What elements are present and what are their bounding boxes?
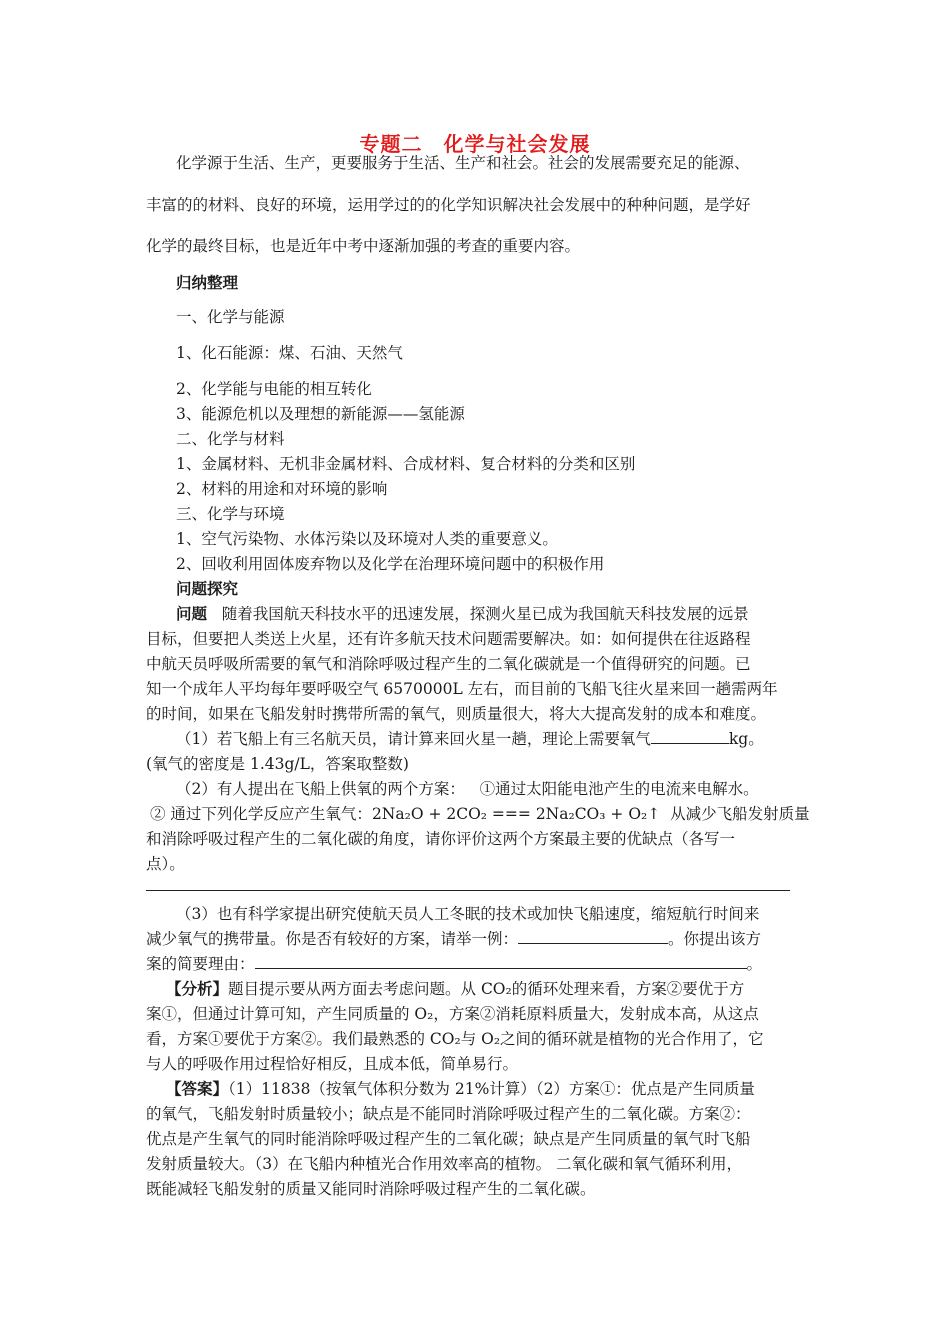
answer-line-text: 的氧气，飞船发射时质量较小；缺点是不能同时消除呼吸过程产生的二氧化碳。方案②： [146,1105,751,1123]
unit-label: kg。 [728,730,764,748]
question-2-text: （2）有人提出在飞船上供氧的两个方案： [176,780,465,798]
section-heading-explore: 问题探究 [176,580,239,598]
problem-line: 中航天员呼吸所需要的氧气和消除呼吸过程产生的二氧化碳就是一个值得研究的问题。已 [146,655,751,673]
answer-blank[interactable] [255,954,747,969]
question-3-line [146,953,806,975]
answer-blank[interactable] [651,729,729,744]
answer-line-text: 既能减轻飞船发射的质量又能同时消除呼吸过程产生的二氧化碳。 [146,1180,596,1198]
question-3-text: 。 [746,955,763,973]
intro-line: 丰富的的材料、良好的环境，运用学过的的化学知识解决社会发展中的种种问题，是学好 [146,196,751,214]
analysis-line: 与人的呼吸作用过程恰好相反，且成本低，简单易行。 [146,1055,519,1073]
question-2-text: 从减少飞船发射质量 [670,805,810,823]
question-3-text: 减少氧气的携带量。你是否有较好的方案，请举一例： [146,930,519,948]
list-item: 1、化石能源：煤、石油、天然气 [176,344,403,362]
problem-label: 问题 [176,605,208,623]
intro-line: 化学源于生活、生产，更要服务于生活、生产和社会。社会的发展需要充足的能源、 [176,154,750,172]
question-2 [176,778,836,800]
question-3-text: 。你提出该方 [668,930,762,948]
list-item: 1、金属材料、无机非金属材料、合成材料、复合材料的分类和区别 [176,455,636,473]
analysis-text: 题目提示要从两方面去考虑问题。从 CO₂的循环处理来看，方案②要优于方 [228,980,745,998]
answer-label: 【答案】 [166,1080,229,1098]
analysis-line [166,978,826,1000]
energy-heading: 一、化学与能源 [176,308,285,326]
page-title: 专题二 化学与社会发展 [359,132,591,156]
chemical-equation: 2Na₂O + 2CO₂ === 2Na₂CO₃ + O₂↑ [371,805,661,823]
question-2-line: 点）。 [146,855,185,873]
question-3-text: 案的简要理由： [146,955,255,973]
question-3: （3）也有科学家提出研究使航天员人工冬眠的技术或加快飞船速度，缩短航行时间来 [176,905,760,923]
list-item: 2、化学能与电能的相互转化 [176,380,372,398]
answer-text: （1）11838（按氧气体积分数为 21%计算）（2）方案①：优点是产生同质量 [228,1080,755,1098]
problem-line [176,603,836,625]
question-2-line [150,803,810,825]
question-1 [176,728,836,750]
analysis-label: 【分析】 [166,980,229,998]
answer-line[interactable] [146,890,790,891]
section-heading-summary: 归纳整理 [176,274,239,292]
question-1-note: (氧气的密度是 1.43g/L，答案取整数) [146,755,409,773]
analysis-line: 案①，但通过计算可知，产生同质量的 O₂，方案②消耗原料质量大，发射成本高，从这点 [146,1005,759,1023]
list-item: 3、能源危机以及理想的新能源——氢能源 [176,405,465,423]
answer-blank[interactable] [518,929,668,944]
list-item: 2、材料的用途和对环境的影响 [176,480,388,498]
problem-line: 的时间，如果在飞船发射时携带所需的氧气，则质量很大，将大大提高发射的成本和难度。 [146,705,767,723]
environment-heading: 三、化学与环境 [176,505,285,523]
intro-line: 化学的最终目标，也是近年中考中逐渐加强的考查的重要内容。 [146,237,581,255]
analysis-line: 看，方案①要优于方案②。我们最熟悉的 CO₂与 O₂之间的循环就是植物的光合作用了，它 [146,1030,764,1048]
question-1-text: （1）若飞船上有三名航天员，请计算来回火星一趟，理论上需要氧气 [176,730,651,748]
answer-line-text: 优点是产生氧气的同时能消除呼吸过程产生的二氧化碳；缺点是产生同质量的氧气时飞船 [146,1130,751,1148]
question-2-line: 和消除呼吸过程产生的二氧化碳的角度，请你评价这两个方案最主要的优缺点（各写一 [146,830,736,848]
problem-line: 目标，但要把人类送上火星，还有许多航天技术问题需要解决。如：如何提供在往返路程 [146,630,751,648]
problem-text: 随着我国航天科技水平的迅速发展，探测火星已成为我国航天科技发展的远景 [221,605,749,623]
answer-line-text [166,1078,826,1100]
option-1-text: ①通过太阳能电池产生的电流来电解水。 [479,780,759,798]
materials-heading: 二、化学与材料 [176,430,285,448]
problem-line: 知一个成年人平均每年要呼吸空气 6570000L 左右，而目前的飞船飞往火星来回一趟需两年 [146,680,778,698]
question-3-line [146,928,806,950]
list-item: 1、空气污染物、水体污染以及环境对人类的重要意义。 [176,530,558,548]
answer-line-text: 发射质量较大。（3）在飞船内种植光合作用效率高的植物。 二氧化碳和氧气循环利用， [146,1155,743,1173]
option-2-text: ② 通过下列化学反应产生氧气： [150,805,372,823]
list-item: 2、回收利用固体废弃物以及化学在治理环境问题中的积极作用 [176,555,605,573]
